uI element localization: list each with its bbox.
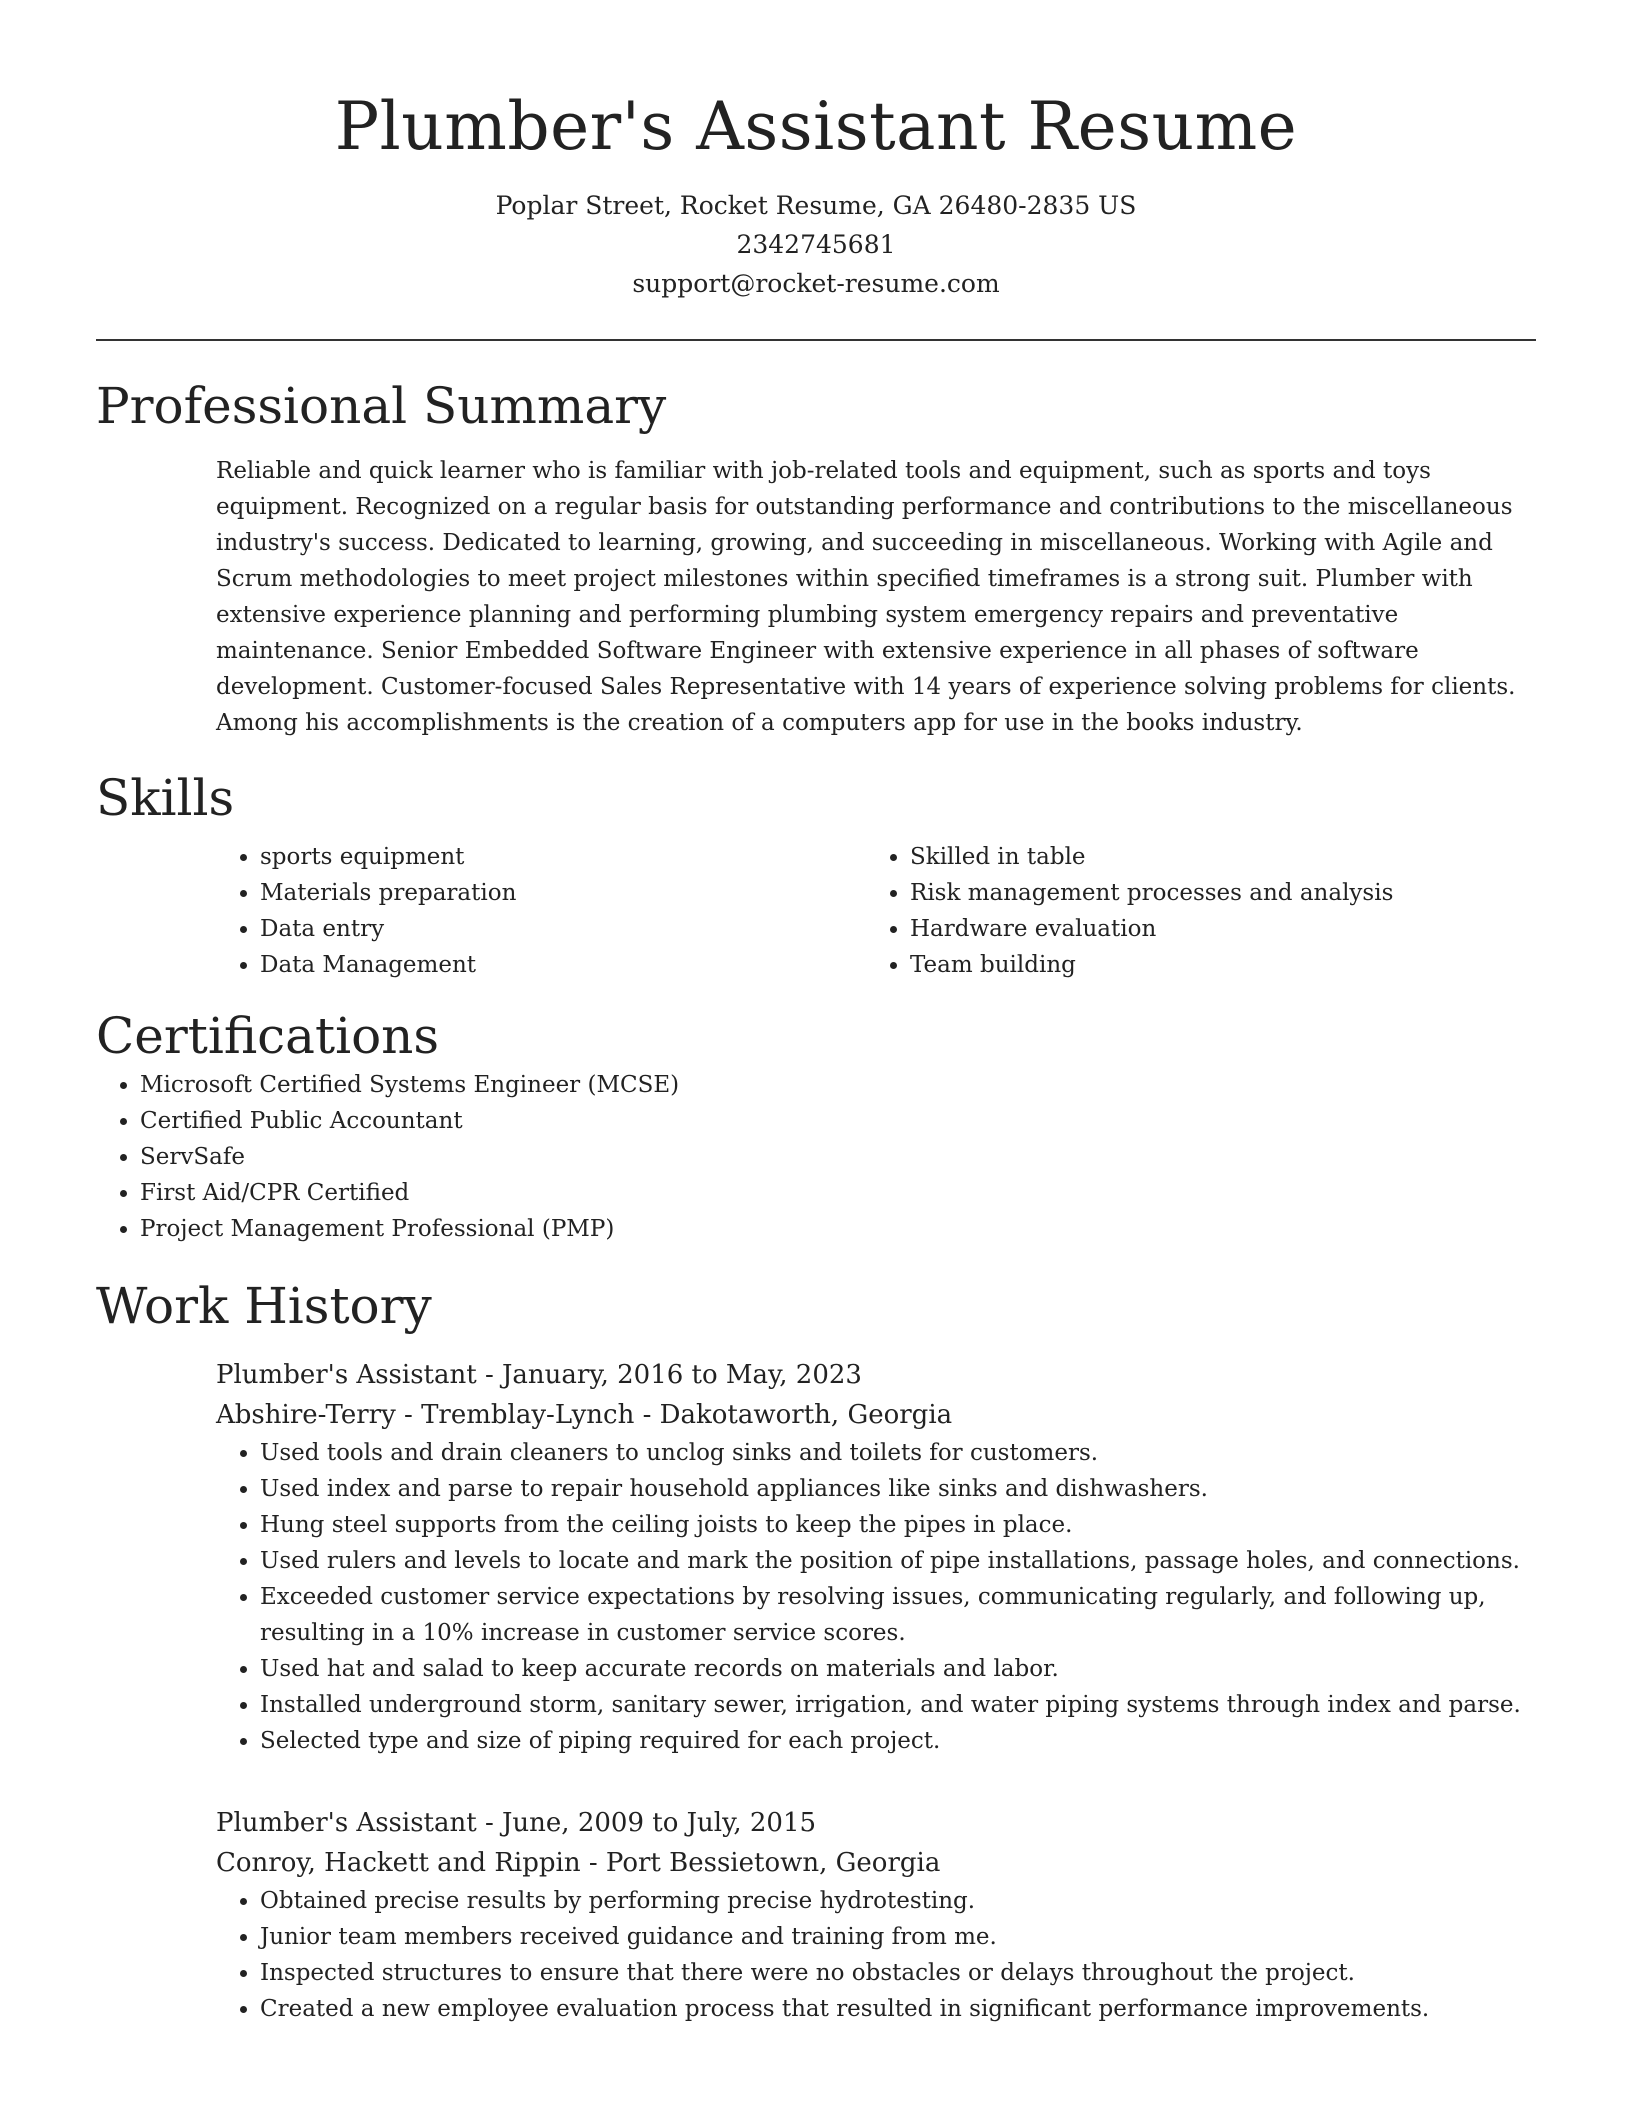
resume-page [96,0,1536,2027]
contact-block [96,186,1536,303]
certification-item: • Certified Public Accountant [140,1103,1536,1139]
work-history-section [96,1275,1536,2027]
skill-item: • Risk management processes and analysis [910,875,1516,911]
job-title-line: Plumber's Assistant - June, 2009 to July, 2015 [216,1808,817,1838]
header-divider [96,339,1536,341]
job-duty-item: • Junior team members received guidance and training from me. [260,1919,1536,1955]
contact-email: support@rocket-resume.com [632,269,1000,298]
job-title-line: Plumber's Assistant - January, 2016 to May, 2023 [216,1360,862,1390]
certifications-list [96,1067,1536,1247]
job-duty-item: • Inspected structures to ensure that there were no obstacles or delays throughout the project. [260,1955,1536,1991]
job-duty-item: • Installed underground storm, sanitary sewer, irrigation, and water piping systems through index and parse. [260,1687,1536,1723]
work-history-heading: Work History [96,1277,432,1335]
skills-list-right [866,839,1516,983]
certifications-heading: Certifications [96,1007,440,1065]
job-duty-item: • Exceeded customer service expectations by resolving issues, communicating regularly, and following up, resulting in a 10% increase in customer service scores. [260,1579,1536,1651]
certification-item: • Microsoft Certified Systems Engineer (MCSE) [140,1067,1536,1103]
job-entry [216,1803,1536,2027]
skill-item: • Materials preparation [260,875,866,911]
job-duties-list [216,1883,1536,2027]
skill-item: • Hardware evaluation [910,911,1516,947]
skill-item: • Data Management [260,947,866,983]
skills-column-right [866,839,1516,983]
certification-item: • ServSafe [140,1139,1536,1175]
contact-phone: 2342745681 [736,230,896,259]
contact-address: Poplar Street, Rocket Resume, GA 26480-2835 US [495,191,1137,220]
job-duty-item: • Used tools and drain cleaners to unclog sinks and toilets for customers. [260,1435,1536,1471]
resume-title: Plumber's Assistant Resume [334,88,1298,165]
skill-item: • sports equipment [260,839,866,875]
skill-item: • Team building [910,947,1516,983]
summary-section [96,375,1536,741]
skill-item: • Data entry [260,911,866,947]
summary-heading: Professional Summary [96,377,667,435]
job-duty-item: • Used index and parse to repair household appliances like sinks and dishwashers. [260,1471,1536,1507]
job-duties-list [216,1435,1536,1759]
certification-item: • Project Management Professional (PMP) [140,1211,1536,1247]
job-company-line: Conroy, Hackett and Rippin - Port Bessietown, Georgia [216,1848,941,1878]
skills-section [96,767,1536,983]
job-duty-item: • Obtained precise results by performing precise hydrotesting. [260,1883,1536,1919]
skills-column-left [216,839,866,983]
job-duty-item: • Used hat and salad to keep accurate records on materials and labor. [260,1651,1536,1687]
job-duty-item: • Created a new employee evaluation process that resulted in significant performance improvements. [260,1991,1536,2027]
certification-item: • First Aid/CPR Certified [140,1175,1536,1211]
summary-text: Reliable and quick learner who is familiar with job-related tools and equipment, such as sports and toys equipment. Recognized on a regular basis for outstanding performance and contributions to the miscellaneous industry's success. Dedicated to learning, growing, and succeeding in miscellaneous. Working with Agile and Scrum methodologies to meet project milestones within specified timeframes is a strong suit. Plumber with extensive experience planning and performing plumbing system emergency repairs and preventative maintenance. Senior Embedded Software Engineer with extensive experience in all phases of software development. Customer-focused Sales Representative with 14 years of experience solving problems for clients. Among his accomplishments is the creation of a computers app for use in the books industry. [216,458,1516,736]
skills-grid [216,839,1536,983]
job-entry [216,1355,1536,1759]
skills-heading: Skills [96,769,235,827]
job-duty-item: • Hung steel supports from the ceiling joists to keep the pipes in place. [260,1507,1536,1543]
job-company-line: Abshire-Terry - Tremblay-Lynch - Dakotaworth, Georgia [216,1400,953,1430]
skills-list-left [216,839,866,983]
skill-item: • Skilled in table [910,839,1516,875]
certifications-section [96,1005,1536,1247]
job-duty-item: • Selected type and size of piping required for each project. [260,1723,1536,1759]
job-duty-item: • Used rulers and levels to locate and mark the position of pipe installations, passage holes, and connections. [260,1543,1536,1579]
